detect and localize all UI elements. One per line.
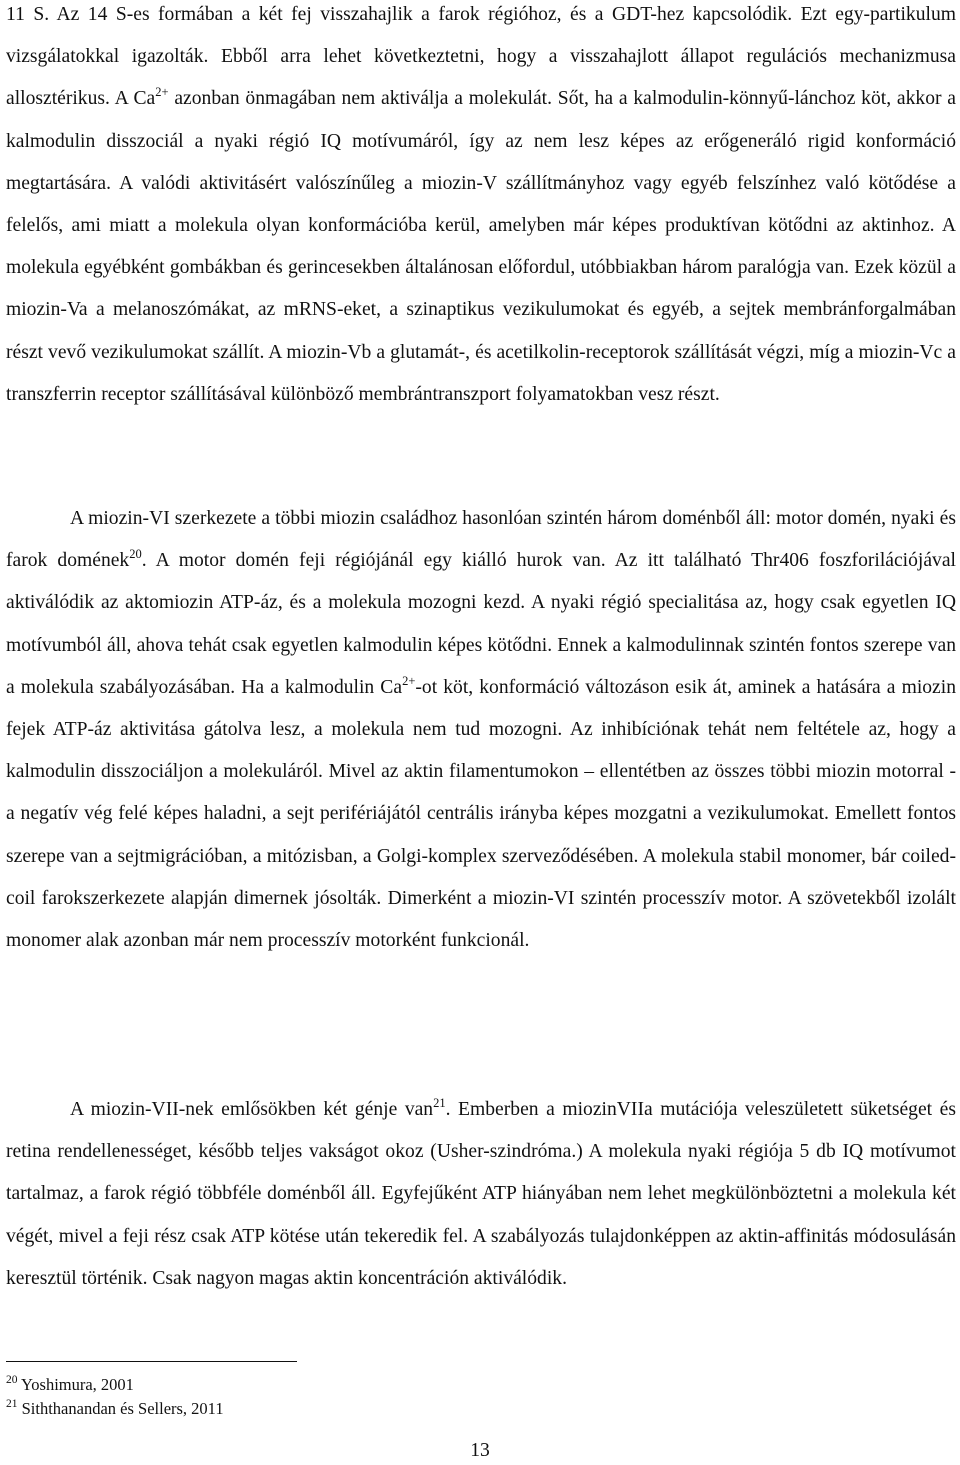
paragraph-text: . A motor domén feji régiójánál egy kiálló hurok van. Az itt található Thr406 foszforilációjával aktiválódik az aktomiozin ATP-áz, és a molekula mozogni kezd. A nyaki régió specialitása az, hogy csak egyetlen IQ motívumból áll, ahova tehát csak egyetlen kalmodulin képes kötődni. Ennek a kalmodulinnak szintén fontos szerepe van a molekula szabályozásában. Ha a kalmodulin Ca <box>6 550 956 698</box>
paragraph-text: A miozin-VI szerkezete a többi miozin családhoz hasonlóan szintén három doménből áll: motor domén, nyaki és farok domének <box>6 508 956 572</box>
page-number: 13 <box>470 1440 490 1461</box>
footnote-text: Siththanandan és Sellers, 2011 <box>17 1399 224 1418</box>
footnote-number: 20 <box>6 1374 18 1386</box>
paragraph-myosin-vi <box>6 498 956 962</box>
footnote-reference-20[interactable]: 20 <box>129 547 142 562</box>
paragraph-myosin-v-regulation <box>6 0 956 416</box>
footnote-20 <box>6 1373 606 1397</box>
superscript-charge: 2+ <box>155 85 169 100</box>
footnotes <box>6 1373 606 1421</box>
paragraph-text: 11 S. Az 14 S-es formában a két fej visszahajlik a farok régióhoz, és a GDT-hez kapcsolódik. Ezt egy-partikulum vizsgálatokkal igazolták. Ebből arra lehet következtetni, hogy a visszahajlott állapot regulációs mechanizmusa allosztérikus. A Ca <box>6 4 956 110</box>
paragraph-text: A miozin-VII-nek emlősökben két génje van <box>70 1099 434 1120</box>
footnote-21 <box>6 1397 606 1421</box>
paragraph-text: azonban önmagában nem aktiválja a molekulát. Sőt, ha a kalmodulin-könnyű-lánchoz köt, akkor a kalmodulin disszociál a nyaki régió IQ motívumáról, így az nem lesz képes az erőgeneráló rigid konformáció megtartására. A valódi aktivitásért valószínűleg a miozin-V szállítmányhoz vagy egyéb felszínhez való kötődése a felelős, ami miatt a molekula olyan konformációba kerül, amelyben már képes produktívan kötődni az aktinhoz. A molekula egyébként gombákban és gerincesekben általánosan előfordul, utóbbiakban három paralógja van. Ezek közül a miozin-Va a melanoszómákat, az mRNS-eket, a szinaptikus vezikulumokat és egyéb, a sejtek membránforgalmában részt vevő vezikulumokat szállít. A miozin-Vb a glutamát-, és acetilkolin-receptorok szállítását végzi, míg a miozin-Vc a transzferrin receptor szállításával különböző membrántranszport folyamatokban vesz részt. <box>6 88 956 405</box>
paragraph-myosin-vii <box>6 1089 956 1300</box>
footnote-text: Yoshimura, 2001 <box>17 1375 134 1394</box>
superscript-charge: 2+ <box>402 673 416 688</box>
footnote-reference-21[interactable]: 21 <box>433 1096 446 1110</box>
footnote-number: 21 <box>6 1398 18 1410</box>
footnote-separator <box>6 1361 297 1362</box>
paragraph-text: . Emberben a miozinVIIa mutációja veleszületett süketséget és retina rendellenességet, később teljes vakságot okoz (Usher-szindróma.) A molekula nyaki régiója 5 db IQ motívumot tartalmaz, a farok régió többféle doménből áll. Egyfejűként ATP hiányában nem lehet megkülönböztetni a molekula két végét, mivel a feji rész csak ATP kötése után tekeredik fel. A szabályozás tulajdonképpen az aktin-affinitás módosulásán keresztül történik. Csak nagyon magas aktin koncentráción aktiválódik. <box>6 1099 956 1289</box>
paragraph-text: -ot köt, konformáció változáson esik át, aminek a hatására a miozin fejek ATP-áz aktivitása gátolva lesz, a molekula nem tud mozogni. Az inhibíciónak tehát nem feltétele az, hogy a kalmodulin disszociáljon a molekuláról. Mivel az aktin filamentumokon – ellentétben az összes többi miozin motorral - a negatív vég felé képes haladni, a sejt perifériájától centrális irányba képes mozgatni a vezikulumokat. Emellett fontos szerepe van a sejtmigrációban, a mitózisban, a Golgi-komplex szerveződésében. A molekula stabil monomer, bár coiled-coil farokszerkezete alapján dimernek jósolták. Dimerként a miozin-VI szintén processzív motor. A szövetekből izolált monomer alak azonban már nem processzív motorként funkcionál. <box>6 676 956 952</box>
